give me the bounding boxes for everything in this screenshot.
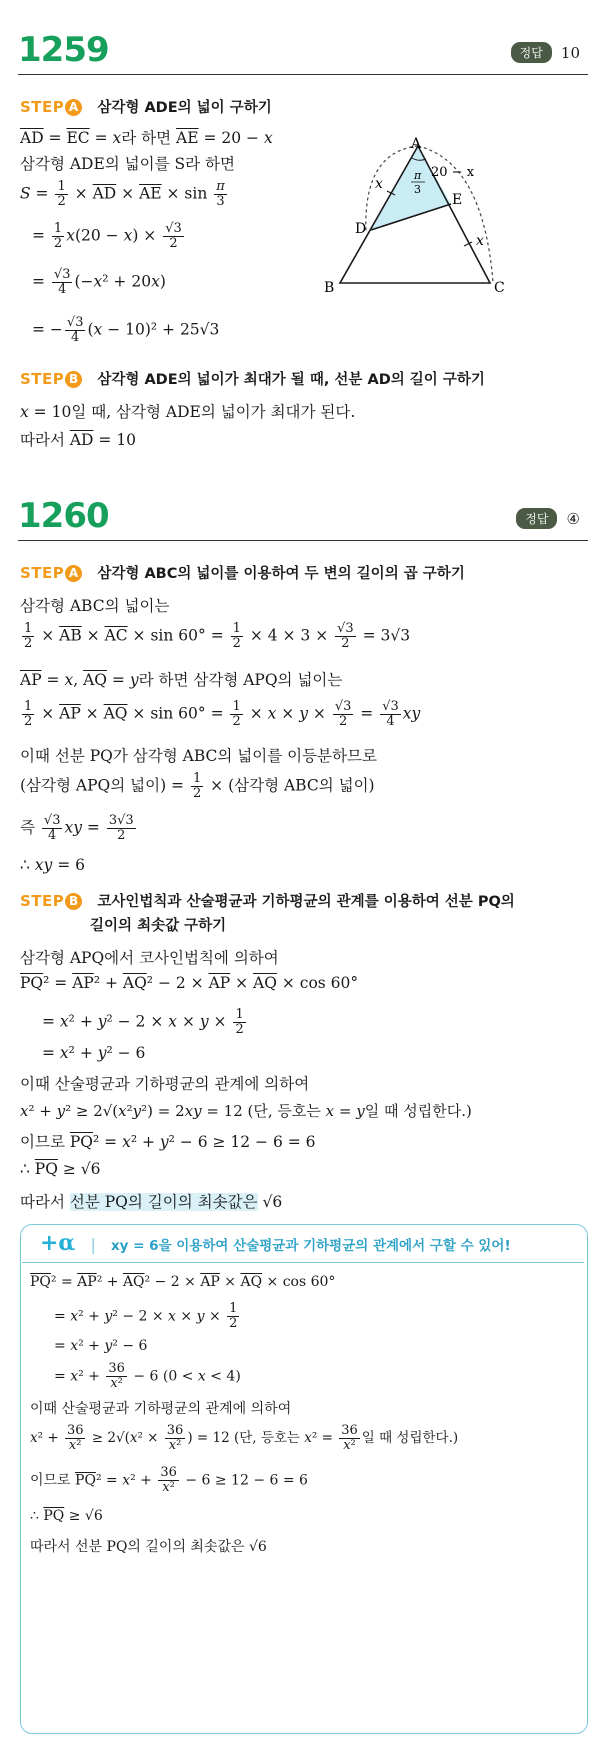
formula-line: 이므로 $\overline{PQ}^2 = x^2$ + $\frac{36}{\text{x²}}$ − 6 ≥ 12 − 6 = 6 — [30, 1465, 308, 1495]
formula-line: = $\frac{1}{2}$ x(20 − x) × $\frac{√3}{2}$ — [32, 221, 182, 251]
step-label: STEP — [20, 564, 65, 582]
step-b-heading — [20, 368, 485, 389]
step-label: STEP — [20, 370, 65, 388]
formula-line: = x² + $\frac{36}{\text{x²}}$ − 6 (0 < x < 4) — [54, 1361, 241, 1391]
line: 삼각형 APQ에서 코사인법칙에 의하여 — [20, 949, 279, 967]
step-b-heading — [20, 890, 515, 911]
step-title: 삼각형 ABC의 넓이를 이용하여 두 변의 길이의 곱 구하기 — [97, 566, 465, 582]
line: 이때 산술평균과 기하평균의 관계에 의하여 — [30, 1401, 292, 1417]
line: 삼각형 ABC의 넓이는 — [20, 597, 170, 615]
formula-line: 이므로 $\overline{PQ}^2 = x^2 + y^2 - 6 \ge 12 - 6 = 6$ — [20, 1133, 316, 1151]
formula-line: = $\frac{√3}{4}$ (−x² + 20x) — [32, 267, 166, 297]
problem-number: 1260 — [18, 496, 109, 536]
formula-line: ∴ $\overline{PQ} \ge √6$ — [20, 1160, 101, 1178]
plus-alpha-header: +α | xy = 6을 이용하여 산술평균과 기하평균의 관계에서 구할 수 있어! — [40, 1230, 511, 1256]
label-E: E — [452, 192, 463, 208]
answer-area — [516, 508, 580, 529]
step-circle: B — [65, 371, 82, 388]
formula-line: ∴ $\overline{PQ} \ge √6$ — [30, 1508, 103, 1524]
formula-line: x² + $\frac{36}{\text{x²}}$ ≥ 2√(x² × $\frac{36}{\text{x²}}$ ) = 12 (단, 등호는 x² = $\frac{36}{\text{x²}}$ 일 때 성립한다.) — [30, 1423, 459, 1453]
plus-alpha-divider — [22, 1262, 584, 1263]
problem-number: 1259 — [18, 30, 109, 70]
label-A: A — [411, 136, 422, 152]
formula-line: = x² + y² − 6 — [42, 1044, 146, 1062]
step-a-heading — [20, 96, 272, 117]
formula-line: S = $\frac{1}{2}$ × $\overline{AD} \times \overline{AE} \times \sin$ $\frac{\pi}{3}$ — [20, 179, 225, 209]
step-title: 삼각형 ADE의 넓이 구하기 — [97, 100, 272, 116]
formula-line: = x² + y² − 2 × x × y × $\frac{1}{2}$ — [42, 1007, 244, 1037]
formula-line: = − $\frac{√3}{4}$ (x − 10)² + 25√3 — [32, 315, 220, 345]
label-D: D — [355, 221, 367, 237]
triangle-diagram — [318, 132, 528, 302]
formula-line: 즉 $\frac{√3}{4}$ xy = $\frac{3√3}{2}$ — [20, 813, 134, 843]
formula-line: $\overline{PQ}^2 = \overline{AP}^2 + \overline{AQ}^2 - 2 \times \overline{AP} \times \overline{AQ} \times \cos 60^\circ$ — [20, 974, 359, 992]
line: 따라서 $\overline{AD} = 10$ — [20, 431, 137, 449]
label-B: B — [324, 280, 335, 296]
step-a-heading — [20, 562, 465, 583]
answer-value: ④ — [566, 509, 580, 528]
step-title: 삼각형 ADE의 넓이가 최대가 될 때, 선분 AD의 길이 구하기 — [97, 372, 485, 388]
formula-line: (삼각형 APQ의 넓이) = $\frac{1}{2}$ × (삼각형 ABC의 넓이) — [20, 771, 375, 801]
formula-line: = x² + y² − 2 × x × y × $\frac{1}{2}$ — [54, 1301, 238, 1331]
line: 삼각형 ADE의 넓이를 S라 하면 — [20, 155, 235, 173]
step-circle: A — [65, 565, 82, 582]
answer-area — [511, 42, 580, 63]
line: 이때 산술평균과 기하평균의 관계에 의하여 — [20, 1075, 310, 1093]
line: x = 10일 때, 삼각형 ADE의 넓이가 최대가 된다. — [20, 403, 356, 421]
formula-line: $\overline{PQ}^2 = \overline{AP}^2 + \overline{AQ}^2 - 2 \times \overline{AP} \times \overline{AQ} \times \cos 60^\circ$ — [30, 1274, 336, 1290]
formula-line: $\frac{1}{2}$ × $\overline{AP} \times \overline{AQ} \times \sin 60^\circ$ = $\frac{1}{2}$ × x × y × $\frac{√3}{2}$ = $\frac{√3}{4}$ xy — [24, 699, 421, 729]
answer-value: 10 — [560, 43, 580, 62]
angle-den: 3 — [414, 183, 421, 196]
step-label: STEP — [20, 892, 65, 910]
label-C: C — [494, 280, 505, 296]
label-ae: 20 − x — [431, 165, 475, 180]
answer-badge: 정답 — [511, 42, 552, 63]
label-x-ec: x — [476, 233, 484, 249]
formula-line: $\frac{1}{2}$ × $\overline{AB} \times \overline{AC} \times \sin 60^\circ$ = $\frac{1}{2}$ × 4 × 3 × $\frac{√3}{2}$ = 3√3 — [24, 621, 411, 651]
plus-alpha-title: xy = 6을 이용하여 산술평균과 기하평균의 관계에서 구할 수 있어! — [110, 1238, 511, 1254]
angle-num: π — [414, 169, 422, 182]
conclusion-line: 따라서 선분 PQ의 길이의 최솟값은 √6 — [30, 1539, 267, 1555]
step-title-2: 길이의 최솟값 구하기 — [90, 918, 227, 934]
answer-badge: 정답 — [516, 508, 557, 529]
step-label: STEP — [20, 98, 65, 116]
formula-line: = x² + y² − 6 — [54, 1338, 148, 1354]
label-x-ad: x — [375, 176, 383, 192]
line: $\overline{AP} = x$, $\overline{AQ} = y$라 하면 삼각형 APQ의 넓이는 — [20, 671, 343, 689]
step-title-1: 코사인법칙과 산술평균과 기하평균의 관계를 이용하여 선분 PQ의 — [97, 894, 515, 910]
conclusion-line: 따라서 선분 PQ의 길이의 최솟값은 √6 — [20, 1193, 283, 1211]
divider — [18, 540, 588, 541]
divider — [18, 74, 588, 75]
step-circle: B — [65, 893, 82, 910]
formula-line: x² + y² ≥ 2√(x²y²) = 2xy = 12 (단, 등호는 x = y일 때 성립한다.) — [20, 1102, 472, 1120]
line: ∴ xy = 6 — [20, 856, 85, 874]
line: $\overline{AD} = \overline{EC} = x$라 하면 $\overline{AE} = 20 - x$ — [20, 129, 273, 147]
line: 이때 선분 PQ가 삼각형 ABC의 넓이를 이등분하므로 — [20, 747, 377, 765]
step-circle: A — [65, 99, 82, 116]
plus-alpha-icon: +α — [40, 1230, 76, 1256]
